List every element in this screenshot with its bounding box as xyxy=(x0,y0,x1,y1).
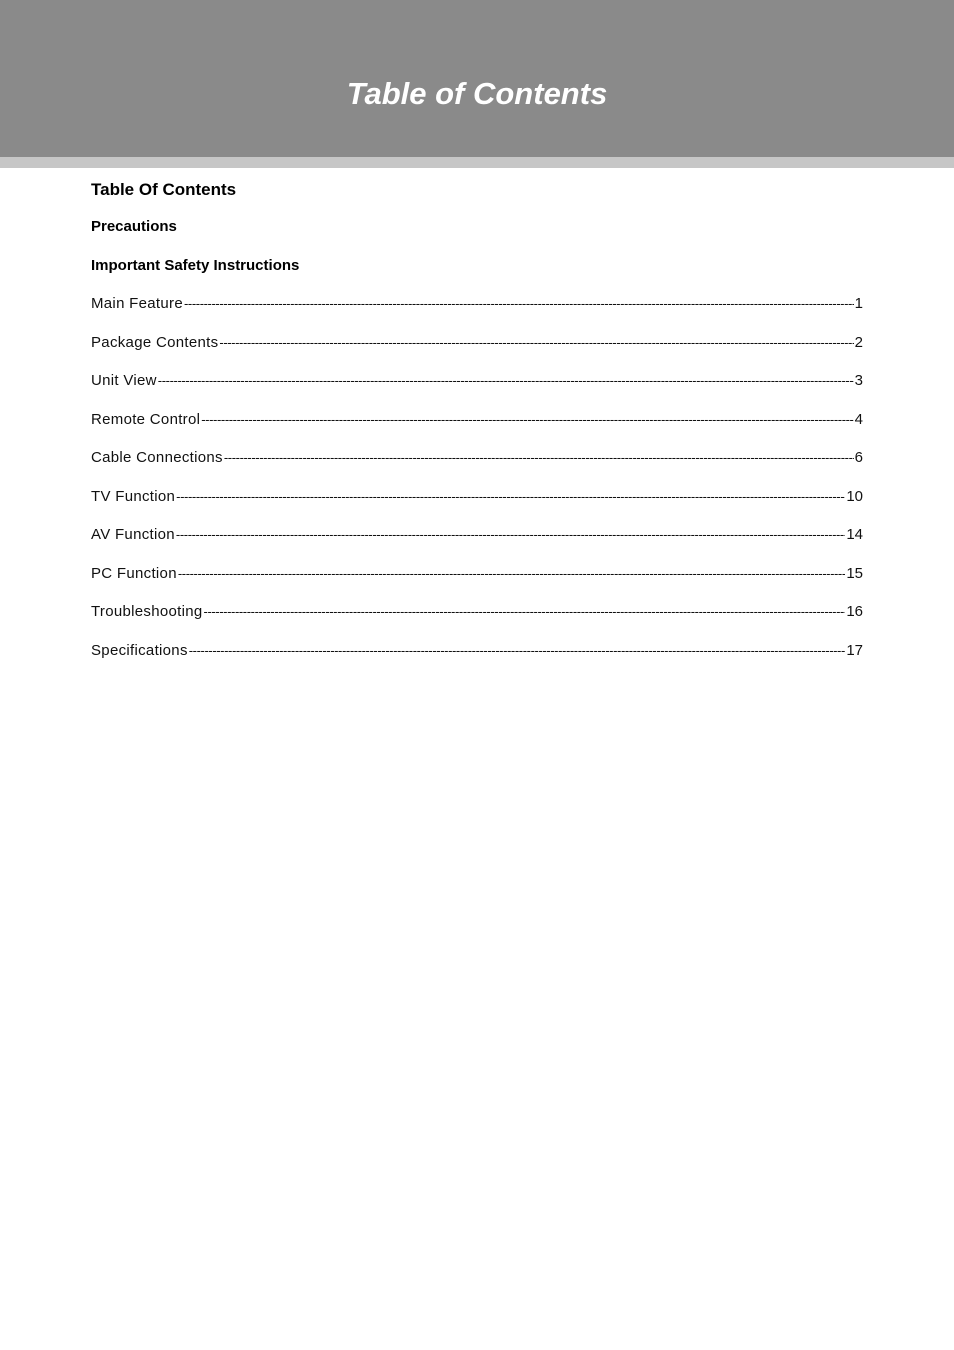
toc-dot-leader xyxy=(201,410,853,430)
toc-entry[interactable] xyxy=(91,525,863,545)
toc-entry-label: Main Feature xyxy=(91,295,183,312)
toc-entry[interactable] xyxy=(91,294,863,314)
toc-entry-label: Package Contents xyxy=(91,334,219,351)
toc-entry-page: 3 xyxy=(854,372,863,389)
toc-dot-leader xyxy=(158,371,854,391)
toc-entry-label: Specifications xyxy=(91,642,188,659)
toc-dot-leader xyxy=(189,641,846,661)
toc-entry-page: 14 xyxy=(846,526,863,543)
toc-entry-label: Unit View xyxy=(91,372,157,389)
toc-entry-label: PC Function xyxy=(91,565,177,582)
toc-entry[interactable] xyxy=(91,564,863,584)
toc-dot-leader xyxy=(176,525,845,545)
toc-entry[interactable] xyxy=(91,641,863,661)
toc-dot-leader xyxy=(176,487,845,507)
toc-entry-label: Troubleshooting xyxy=(91,603,203,620)
toc-entry[interactable] xyxy=(91,333,863,353)
toc-entry[interactable] xyxy=(91,371,863,391)
toc-entry-page: 4 xyxy=(854,411,863,428)
header-divider xyxy=(0,157,954,168)
toc-dot-leader xyxy=(204,602,846,622)
toc-entry-page: 16 xyxy=(846,603,863,620)
toc-entry-label: AV Function xyxy=(91,526,175,543)
toc-dot-leader xyxy=(178,564,845,584)
toc-entry[interactable] xyxy=(91,448,863,468)
toc-entry-page: 2 xyxy=(854,334,863,351)
toc-dot-leader xyxy=(184,294,854,314)
toc-entry-page: 15 xyxy=(846,565,863,582)
toc-entry-label: Remote Control xyxy=(91,411,201,428)
toc-entry-label: Cable Connections xyxy=(91,449,223,466)
toc-dot-leader xyxy=(219,333,853,353)
toc-heading: Table Of Contents xyxy=(91,180,237,199)
toc-entry[interactable] xyxy=(91,410,863,430)
toc-entry[interactable] xyxy=(91,487,863,507)
toc-entry-page: 6 xyxy=(854,449,863,466)
toc-entry-label: TV Function xyxy=(91,488,176,505)
toc-entry-page: 10 xyxy=(846,488,863,505)
toc-entry-page: 1 xyxy=(854,295,863,312)
page-title: Table of Contents xyxy=(346,76,608,111)
toc-entry[interactable] xyxy=(91,602,863,622)
toc-dot-leader xyxy=(224,448,854,468)
toc-entry-page: 17 xyxy=(846,642,863,659)
toc-subheading-precautions: Precautions xyxy=(91,218,177,235)
toc-subheading-safety-instructions: Important Safety Instructions xyxy=(91,257,300,274)
